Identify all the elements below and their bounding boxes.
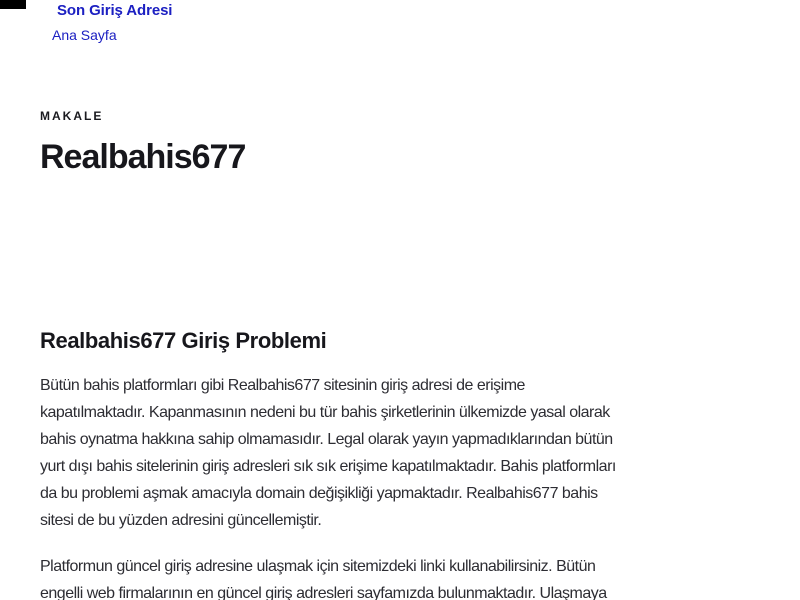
paragraph: Platformun güncel giriş adresine ulaşmak için sitemizdeki linki kullanabilirsiniz. Bütün engelli web firmalarının en güncel giriş adresleri sayfamızda bulunmaktadır. Ulaşmaya <box>40 558 607 600</box>
article <box>40 110 730 600</box>
paragraph: Bütün bahis platformları gibi Realbahis677 sitesinin giriş adresi de erişime kapatılmaktadır. Kapanmasının nedeni bu tür bahis şirketlerinin ülkemizde yasal olarak bahis oynatma hakkına sahip olmamasıdır. Legal olarak yayın yapmadıklarından bütün yurt dışı bahis sitelerinin giriş adresleri sık sık erişime kapatılmaktadır. Bahis platformları da bu problemi aşmak amacıyla domain değişikliği yapmaktadır. Realbahis677 bahis sitesi de bu yüzden adresini güncellemiştir. <box>40 377 616 529</box>
article-title: Realbahis677 <box>40 138 246 176</box>
section-heading: Realbahis677 Giriş Problemi <box>40 328 327 353</box>
home-link[interactable]: Ana Sayfa <box>52 27 117 43</box>
partial-top-left-element <box>0 0 26 9</box>
last-login-address-link[interactable]: Son Giriş Adresi <box>57 2 173 19</box>
article-kicker: MAKALE <box>40 109 104 123</box>
